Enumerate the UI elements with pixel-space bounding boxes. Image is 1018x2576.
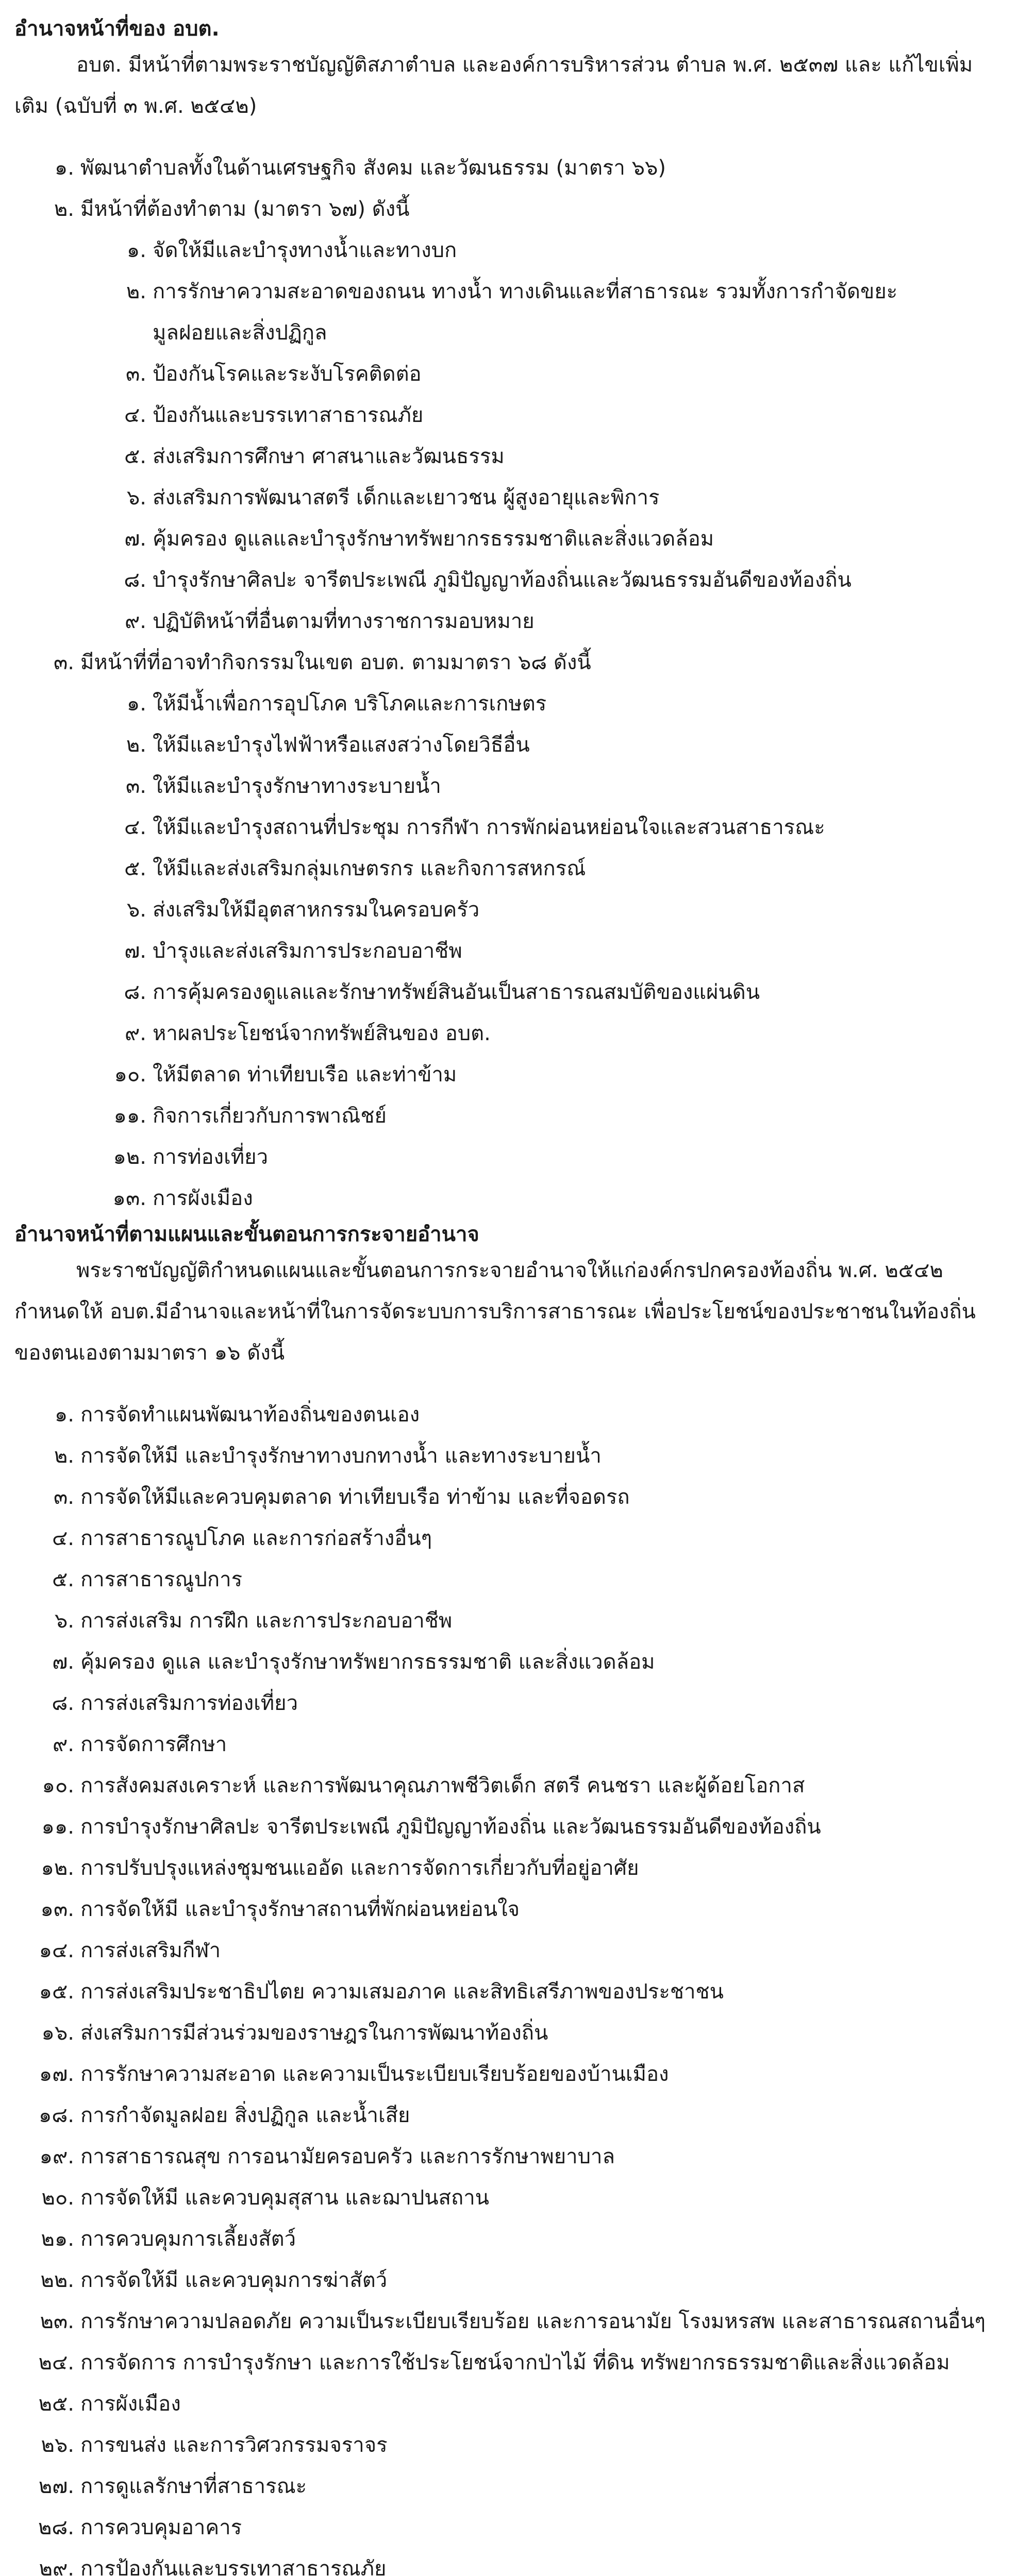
list-item [14,2012,1004,2054]
item-number: ๕. [52,1568,74,1591]
section2-intro: พระราชบัญญัติกำหนดแผนและขั้นตอนการกระจายอำนาจให้แก่องค์กรปกครองท้องถิ่น พ.ศ. ๒๕๔๒ กำหนดให้ อบต.มีอำนาจและหน้าที่ในการจัดระบบการบริการสาธารณะ เพื่อประโยชน์ของประชาชนในท้องถิ่นของตนเองตามมาตรา ๑๖ ดังนี้ [14,1259,976,1365]
list-item [14,1683,1004,1724]
duties-67-list [14,230,1004,642]
item-text: การจัดให้มี และบำรุงรักษาทางบกทางน้ำ และทางระบายน้ำ [80,1444,602,1468]
item-number: ๒๒. [40,2268,74,2292]
list-item [14,230,1004,271]
list-item [14,147,1004,189]
item-number: ๓. [125,774,146,798]
list-item [14,1930,1004,1971]
list-item [14,271,1004,353]
item-number: ๑๖. [41,2021,74,2045]
item-text: การจัดให้มีและควบคุมตลาด ท่าเทียบเรือ ท่าข้าม และที่จอดรถ [80,1485,630,1509]
item-text: การจัดให้มี และควบคุมสุสาน และฌาปนสถาน [80,2186,490,2210]
item-number: ๘. [124,568,146,592]
item-text: การขนส่ง และการวิศวกรรมจราจร [80,2433,388,2457]
section1-list [14,147,1004,230]
item-text: การควบคุมอาคาร [80,2516,242,2539]
item-text: การรักษาความปลอดภัย ความเป็นระเบียบเรียบร้อย และการอนามัย โรงมหรสพ และสาธารณสถานอื่นๆ [80,2310,986,2333]
item-number: ๒. [54,197,74,221]
item-text: ปฏิบัติหน้าที่อื่นตามที่ทางราชการมอบหมาย [153,609,535,633]
item-text: การส่งเสริม การฝึก และการประกอบอาชีพ [80,1609,453,1633]
list-item [14,642,1004,683]
item-number: ๑. [126,239,146,262]
item-number: ๒๕. [38,2392,74,2416]
item-text: การบำรุงรักษาศิลปะ จารีตประเพณี ภูมิปัญญาท้องถิ่น และวัฒนธรรมอันดีของท้องถิ่น [80,1815,821,1839]
item-number: ๒๐. [41,2186,74,2210]
list-item [14,1848,1004,1889]
item-number: ๒๘. [38,2516,74,2539]
item-text: การสังคมสงเคราะห์ และการพัฒนาคุณภาพชีวิตเด็ก สตรี คนชรา และผู้ด้อยโอกาส [80,1774,805,1798]
list-item [14,2466,1004,2507]
list-item [14,1054,1004,1095]
item-text: การจัดให้มี และบำรุงรักษาสถานที่พักผ่อนหย่อนใจ [80,1897,520,1921]
item-number: ๙. [124,1022,146,1045]
item-number: ๒๗. [38,2475,74,2498]
item-text: การส่งเสริมการท่องเที่ยว [80,1691,298,1715]
item-text: การสาธารณูปการ [80,1568,243,1591]
list-item [14,2301,1004,2342]
item-number: ๑๔. [39,1939,74,1962]
list-item [14,395,1004,436]
list-item [14,601,1004,642]
item-text: ส่งเสริมให้มีอุตสาหกรรมในครอบครัว [153,898,480,922]
item-number: ๑๙. [39,2145,74,2168]
item-number: ๑๑. [41,1815,74,1839]
item-text: มีหน้าที่ที่อาจทำกิจกรรมในเขต อบต. ตามมาตรา ๖๘ ดังนี้ [80,651,591,674]
item-number: ๑๕. [39,1980,74,2004]
item-text: ส่งเสริมการศึกษา ศาสนาและวัฒนธรรม [153,445,505,468]
section1-intro: อบต. มีหน้าที่ตามพระราชบัญญัติสภาตำบล และองค์การบริหารส่วน ตำบล พ.ศ. ๒๕๓๗ และ แก้ไขเพิ่มเติม (ฉบับที่ ๓ พ.ศ. ๒๕๔๒) [14,53,973,118]
list-item [14,2548,1004,2576]
item-text: การควบคุมการเลี้ยงสัตว์ [80,2227,296,2251]
item-number: ๖. [126,898,146,922]
item-number: ๒. [126,280,146,303]
item-number: ๖. [54,1609,74,1633]
section1-list-cont [14,642,1004,683]
spacer [14,127,1004,147]
item-number: ๕. [124,445,146,468]
item-number: ๗. [52,1650,74,1674]
list-item [14,1724,1004,1765]
item-number: ๒๑. [41,2227,74,2251]
item-number: ๑๓. [112,1187,146,1210]
item-number: ๓. [53,651,74,674]
list-item [14,2177,1004,2218]
item-number: ๒๙. [39,2557,74,2576]
item-text: การคุ้มครองดูแลและรักษาทรัพย์สินอันเป็นสาธารณสมบัติของแผ่นดิน [153,980,760,1004]
item-number: ๕. [124,857,146,880]
item-text: การรักษาความสะอาดของถนน ทางน้ำ ทางเดินและที่สาธารณะ รวมทั้งการกำจัดขยะมูลฝอยและสิ่งปฏิกูล [153,280,898,345]
list-item [14,2095,1004,2136]
list-item [14,1600,1004,1641]
item-number: ๑. [54,156,74,180]
list-item [14,1013,1004,1054]
item-number: ๒๖. [41,2433,74,2457]
list-item [14,477,1004,518]
item-text: ส่งเสริมการพัฒนาสตรี เด็กและเยาวชน ผู้สูงอายุและพิการ [153,486,660,510]
list-item [14,807,1004,848]
list-item [14,848,1004,889]
item-number: ๙. [124,609,146,633]
item-text: ป้องกันโรคและระงับโรคติดต่อ [153,362,422,386]
list-item [14,1559,1004,1600]
list-item [14,2383,1004,2425]
spacer [14,1374,1004,1394]
item-text: การปรับปรุงแหล่งชุมชนแออัด และการจัดการเกี่ยวกับที่อยู่อาศัย [80,1856,639,1880]
list-item [14,766,1004,807]
list-item [14,2507,1004,2548]
item-text: การจัดให้มี และควบคุมการฆ่าสัตว์ [80,2268,388,2292]
item-text: การสาธารณสุข การอนามัยครอบครัว และการรักษาพยาบาล [80,2145,615,2168]
list-item [14,1518,1004,1559]
document-page [14,13,1004,2576]
item-number: ๑๒. [113,1145,146,1169]
list-item [14,560,1004,601]
item-number: ๒๔. [38,2351,74,2375]
item-number: ๘. [124,980,146,1004]
item-text: การจัดการศึกษา [80,1733,227,1756]
item-text: การป้องกันและบรรเทาสาธารณภัย [80,2557,387,2576]
item-number: ๑๓. [40,1897,74,1921]
list-item [14,1806,1004,1848]
item-text: ส่งเสริมการมีส่วนร่วมของราษฎรในการพัฒนาท้องถิ่น [80,2021,548,2045]
list-item [14,1971,1004,2012]
item-number: ๑๘. [39,2104,74,2127]
item-text: การกำจัดมูลฝอย สิ่งปฏิกูล และน้ำเสีย [80,2104,410,2127]
list-item [14,889,1004,930]
list-item [14,1178,1004,1219]
list-item [14,2425,1004,2466]
item-text: กิจการเกี่ยวกับการพาณิชย์ [153,1104,387,1128]
section2-list [14,1394,1004,2576]
item-number: ๔. [52,1527,74,1550]
item-text: พัฒนาตำบลทั้งในด้านเศรษฐกิจ สังคม และวัฒนธรรม (มาตรา ๖๖) [80,156,666,180]
item-text: การรักษาความสะอาด และความเป็นระเบียบเรียบร้อยของบ้านเมือง [80,2062,669,2086]
item-text: ป้องกันและบรรเทาสาธารณภัย [153,403,424,427]
list-item [14,683,1004,724]
list-item [14,2054,1004,2095]
item-number: ๘. [52,1691,74,1715]
item-text: การส่งเสริมกีฬา [80,1939,221,1962]
list-item [14,1394,1004,1435]
item-number: ๑๗. [39,2062,74,2086]
item-number: ๑๐. [42,1774,74,1798]
list-item [14,1765,1004,1806]
item-text: จัดให้มีและบำรุงทางน้ำและทางบก [153,239,457,262]
item-number: ๔. [124,403,146,427]
item-text: บำรุงและส่งเสริมการประกอบอาชีพ [153,939,462,963]
item-text: ให้มีและบำรุงไฟฟ้าหรือแสงสว่างโดยวิธีอื่น [153,733,530,757]
item-text: มีหน้าที่ต้องทำตาม (มาตรา ๖๗) ดังนี้ [80,197,410,221]
list-item [14,1435,1004,1477]
item-number: ๒. [54,1444,74,1468]
item-text: ให้มีและส่งเสริมกลุ่มเกษตรกร และกิจการสหกรณ์ [153,857,586,880]
list-item [14,2260,1004,2301]
list-item [14,2218,1004,2260]
item-text: การสาธารณูปโภค และการก่อสร้างอื่นๆ [80,1527,432,1550]
list-item [14,1889,1004,1930]
list-item [14,972,1004,1013]
list-item [14,518,1004,560]
item-text: คุ้มครอง ดูแล และบำรุงรักษาทรัพยากรธรรมชาติ และสิ่งแวดล้อม [80,1650,655,1674]
section2-heading: อำนาจหน้าที่ตามแผนและขั้นตอนการกระจายอำนาจ [14,1223,479,1246]
item-text: การผังเมือง [80,2392,181,2416]
item-number: ๓. [125,362,146,386]
list-item [14,2342,1004,2383]
list-item [14,1137,1004,1178]
list-item [14,1641,1004,1683]
list-item [14,930,1004,972]
item-text: การท่องเที่ยว [153,1145,269,1169]
item-text: ให้มีน้ำเพื่อการอุปโภค บริโภคและการเกษตร [153,692,547,716]
item-text: ให้มีและบำรุงรักษาทางระบายน้ำ [153,774,441,798]
item-number: ๒๓. [40,2310,74,2333]
section1-heading: อำนาจหน้าที่ของ อบต. [14,17,220,41]
list-item [14,1095,1004,1137]
list-item [14,353,1004,395]
list-item [14,1477,1004,1518]
item-text: การผังเมือง [153,1187,253,1210]
item-text: การดูแลรักษาที่สาธารณะ [80,2475,307,2498]
item-text: คุ้มครอง ดูแลและบำรุงรักษาทรัพยากรธรรมชาติและสิ่งแวดล้อม [153,527,714,551]
item-number: ๑. [126,692,146,716]
item-number: ๗. [124,527,146,551]
item-number: ๑๒. [41,1856,74,1880]
item-number: ๓. [53,1485,74,1509]
item-text: การจัดการ การบำรุงรักษา และการใช้ประโยชน์จากป่าไม้ ที่ดิน ทรัพยากรธรรมชาติและสิ่งแวดล้อม [80,2351,950,2375]
list-item [14,724,1004,766]
item-text: ให้มีตลาด ท่าเทียบเรือ และท่าข้าม [153,1063,457,1087]
item-number: ๑. [54,1403,74,1427]
item-number: ๖. [126,486,146,510]
item-number: ๒. [126,733,146,757]
item-number: ๙. [52,1733,74,1756]
item-number: ๑๐. [114,1063,146,1087]
list-item [14,436,1004,477]
item-text: หาผลประโยชน์จากทรัพย์สินของ อบต. [153,1022,491,1045]
duties-68-list [14,683,1004,1219]
item-text: บำรุงรักษาศิลปะ จารีตประเพณี ภูมิปัญญาท้องถิ่นและวัฒนธรรมอันดีของท้องถิ่น [153,568,852,592]
item-text: การส่งเสริมประชาธิปไตย ความเสมอภาค และสิทธิเสรีภาพของประชาชน [80,1980,724,2004]
list-item [14,189,1004,230]
item-text: การจัดทำแผนพัฒนาท้องถิ่นของตนเอง [80,1403,420,1427]
list-item [14,2136,1004,2177]
item-number: ๗. [124,939,146,963]
item-number: ๑๑. [113,1104,146,1128]
item-number: ๔. [124,816,146,839]
item-text: ให้มีและบำรุงสถานที่ประชุม การกีฬา การพักผ่อนหย่อนใจและสวนสาธารณะ [153,816,825,839]
